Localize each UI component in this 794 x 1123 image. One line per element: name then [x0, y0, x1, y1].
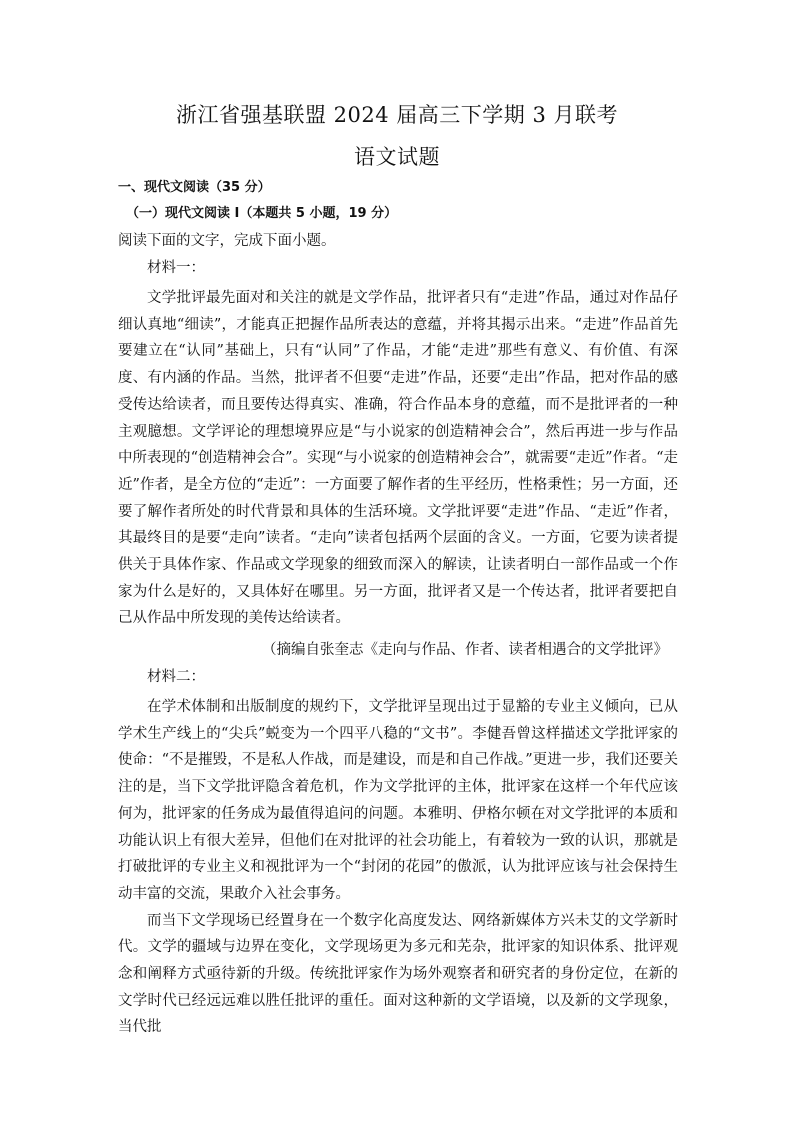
- page-title: 浙江省强基联盟 2024 届高三下学期 3 月联考: [175, 103, 618, 127]
- material2-label: 材料二：: [147, 669, 205, 685]
- material2-text: [118, 694, 678, 1041]
- section-subheading: （一）现代文阅读 I（本题共 5 小题，19 分）: [126, 206, 398, 221]
- page-subtitle: 语文试题: [354, 145, 440, 169]
- material1-paragraph: 文学批评最先面对和关注的就是文学作品，批评者只有“走进”作品，通过对作品仔细认真地“细读”，才能真正把握作品所表达的意蕴，并将其揭示出来。“走进”作品首先要建立在“认同”基础上，只有“认同”了作品，才能“走进”那些有意义、有价值、有深度、有内涵的作品。当然，批评者不但要“走进”作品，还要“走出”作品，把对作品的感受传达给读者，而且要传达得真实、准确，符合作品本身的意蕴，而不是批评者的一种主观臆想。文学评论的理想境界应是“与小说家的创造精神会合”，然后再进一步与作品中所表现的“创造精神会合”。实现“与小说家的创造精神会合”，就需要“走近”作者。“走近”作者，是全方位的“走近”：一方面要了解作者的生平经历，性格秉性；另一方面，还要了解作者所处的时代背景和具体的生活环境。文学批评要“走进”作品、“走近”作者，其最终目的是要“走向”读者。“走向”读者包括两个层面的含义。一方面，它要为读者提供关于具体作家、作品或文学现象的细致而深入的解读，让读者明白一部作品或一个作家为什么是好的，又具体好在哪里。另一方面，批评者又是一个传达者，批评者要把自己从作品中所发现的美传达给读者。: [118, 290, 678, 627]
- material2-paragraph-1: 在学术体制和出版制度的规约下，文学批评呈现出过于显豁的专业主义倾向，已从学术生产线上的“尖兵”蜕变为一个四平八稳的“文书”。李健吾曾这样描述文学批评家的使命：“不是摧毁，不是私人作战，而是建设，而是和自己作战。”更进一步，我们还要关注的是，当下文学批评隐含着危机，作为文学批评的主体，批评家在这样一个年代应该何为，批评家的任务成为最值得追问的问题。本雅明、伊格尔顿在对文学批评的本质和功能认识上有很大差异，但他们在对批评的社会功能上，有着较为一致的认识，那就是打破批评的专业主义和视批评为一个“封闭的花园”的傲派，认为批评应该与社会保持生动丰富的交流，果敢介入社会事务。: [118, 699, 678, 902]
- section-heading: 一、现代文阅读（35 分）: [118, 180, 271, 195]
- material1-text: [118, 285, 678, 632]
- section-instruction: 阅读下面的文字，完成下面小题。: [118, 233, 336, 249]
- material1-label: 材料一：: [147, 260, 205, 276]
- material2-paragraph-2: 而当下文学现场已经置身在一个数字化高度发达、网络新媒体方兴未艾的文学新时代。文学的疆域与边界在变化，文学现场更为多元和芜杂，批评家的知识体系、批评观念和阐释方式亟待新的升级。传统批评家作为场外观察者和研究者的身份定位，在新的文学时代已经远远难以胜任批评的重任。面对这种新的文学语境，以及新的文学现象，当代批: [118, 912, 678, 1036]
- material1-source: （摘编自张奎志《走向与作品、作者、读者相遇合的文学批评》: [262, 642, 668, 658]
